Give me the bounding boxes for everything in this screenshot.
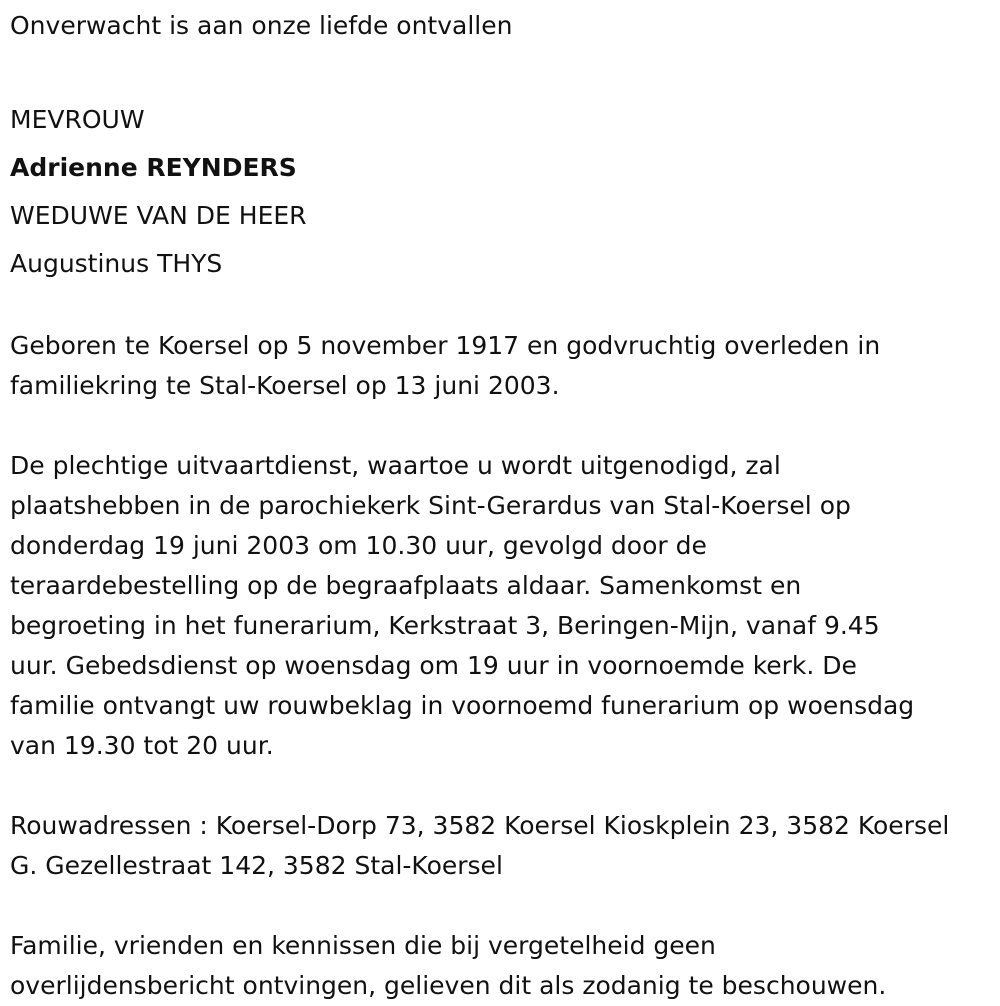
funeral-service-paragraph — [10, 446, 990, 766]
text-line: De plechtige uitvaartdienst, waartoe u wordt uitgenodigd, zal — [10, 451, 781, 480]
honorific: MEVROUW — [10, 105, 145, 134]
deceased-header — [10, 96, 990, 288]
text-line: van 19.30 tot 20 uur. — [10, 731, 274, 760]
text-line: teraardebestelling op de begraafplaats aldaar. Samenkomst en — [10, 571, 802, 600]
text-line: Geboren te Koersel op 5 november 1917 en godvruchtig overleden in — [10, 331, 881, 360]
condolence-addresses-paragraph — [10, 806, 990, 886]
text-line: Rouwadressen : Koersel-Dorp 73, 3582 Koersel Kioskplein 23, 3582 Koersel — [10, 811, 950, 840]
birth-death-paragraph — [10, 326, 990, 406]
text-line: donderdag 19 juni 2003 om 10.30 uur, gevolgd door de — [10, 531, 707, 560]
text-line: begroeting in het funerarium, Kerkstraat 3, Beringen-Mijn, vanaf 9.45 — [10, 611, 880, 640]
marital-status: WEDUWE VAN DE HEER — [10, 201, 307, 230]
intro-line: Onverwacht is aan onze liefde ontvallen — [10, 11, 513, 40]
text-line: overlijdensbericht ontvingen, gelieven dit als zodanig te beschouwen. — [10, 971, 887, 1000]
text-line: Familie, vrienden en kennissen die bij vergetelheid geen — [10, 931, 716, 960]
spouse-name: Augustinus THYS — [10, 249, 223, 278]
text-line: familiekring te Stal-Koersel op 13 juni 2003. — [10, 371, 560, 400]
text-line: plaatshebben in de parochiekerk Sint-Gerardus van Stal-Koersel op — [10, 491, 851, 520]
text-line: uur. Gebedsdienst op woensdag om 19 uur in voornoemde kerk. De — [10, 651, 857, 680]
text-line: familie ontvangt uw rouwbeklag in voornoemd funerarium op woensdag — [10, 691, 915, 720]
text-line: G. Gezellestraat 142, 3582 Stal-Koersel — [10, 851, 503, 880]
closing-paragraph — [10, 926, 990, 1006]
deceased-name: Adrienne REYNDERS — [10, 153, 297, 182]
